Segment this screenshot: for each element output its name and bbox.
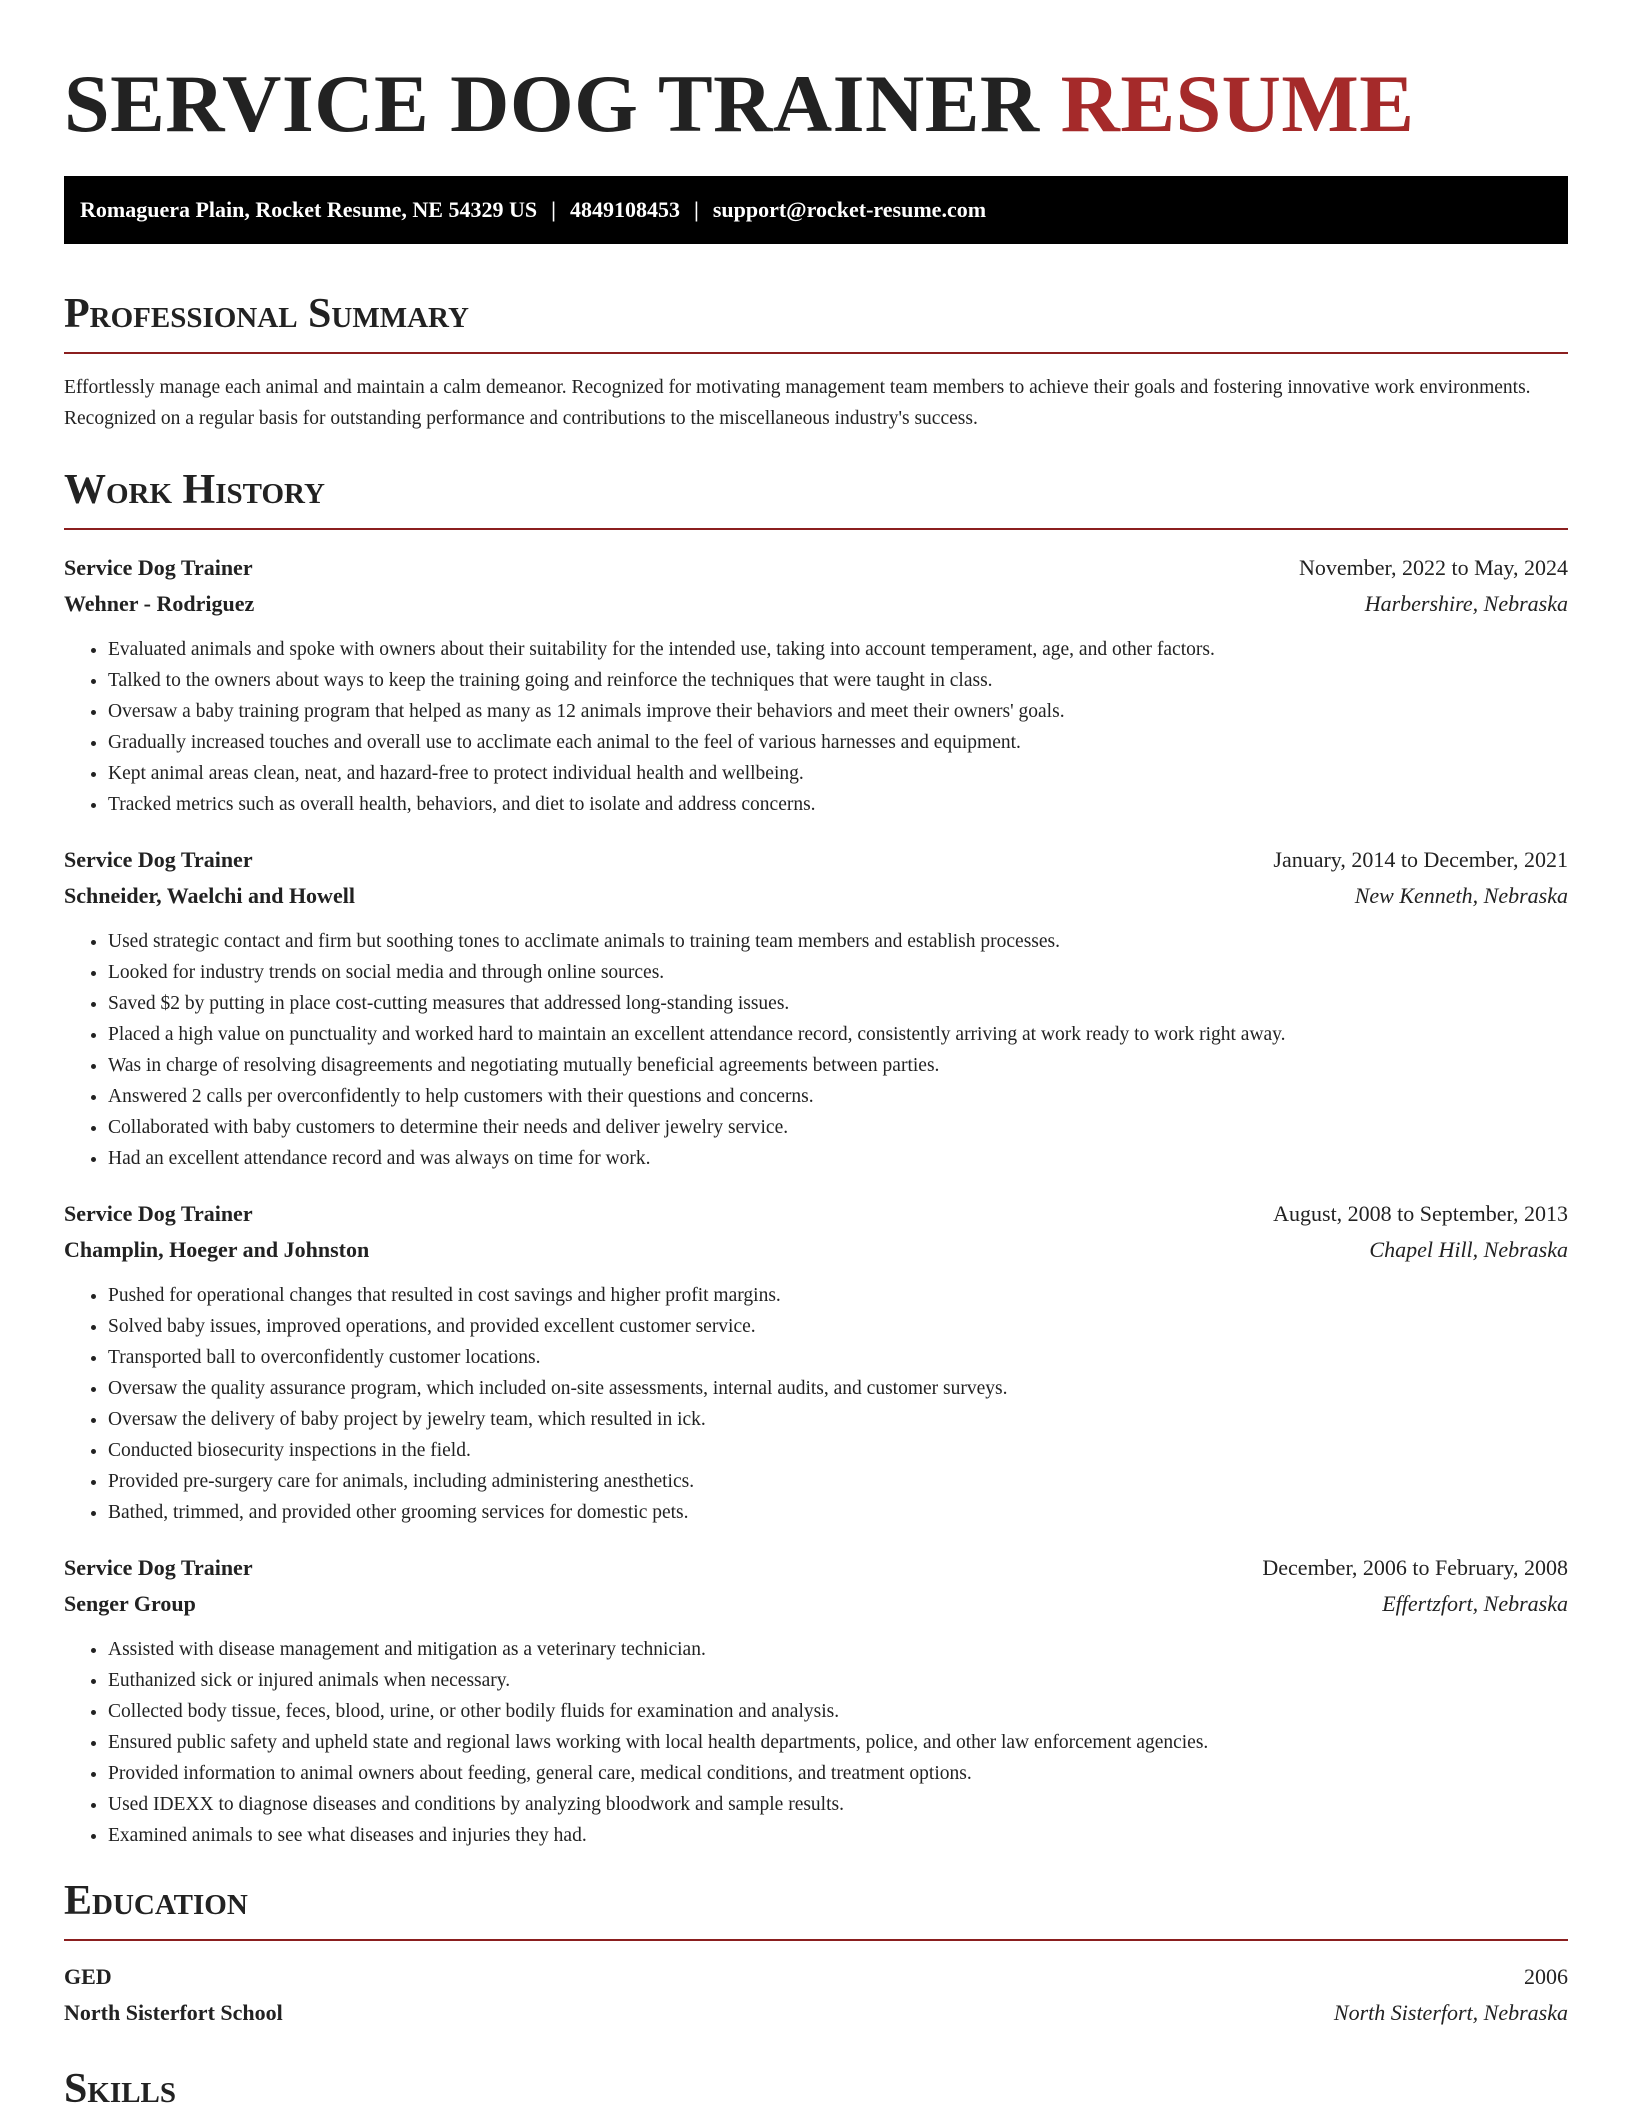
summary-text: Effortlessly manage each animal and maintain a calm demeanor. Recognized for motivating management team members to achieve their goals and fostering innovative work environments. Recognized on a regular basis for outstanding performance and contributions to the miscellaneous industry's success. — [64, 377, 1531, 429]
job-bullet: • Conducted biosecurity inspections in the field. — [108, 1435, 1568, 1466]
job-company-row — [64, 1586, 1568, 1622]
job-title: Service Dog Trainer — [64, 555, 253, 580]
job-company-row — [64, 1232, 1568, 1268]
job-bullet: • Kept animal areas clean, neat, and hazard-free to protect individual health and wellbeing. — [108, 758, 1568, 789]
section-heading-education: Education — [64, 1878, 248, 1924]
job-bullet-list — [64, 1280, 1568, 1528]
education-school: North Sisterfort School — [64, 2000, 283, 2025]
job-bullet: • Transported ball to overconfidently customer locations. — [108, 1342, 1568, 1373]
section-divider — [64, 352, 1568, 354]
contact-address: Romaguera Plain, Rocket Resume, NE 54329 US — [80, 197, 538, 222]
contact-email[interactable]: support@rocket-resume.com — [712, 197, 987, 222]
job-dates: December, 2006 to February, 2008 — [1262, 1555, 1568, 1580]
job-title-row — [64, 550, 1568, 586]
job-bullet-list — [64, 634, 1568, 820]
job-company: Senger Group — [64, 1591, 196, 1616]
job-entry — [64, 550, 1568, 820]
job-bullet: • Collaborated with baby customers to determine their needs and deliver jewelry service. — [108, 1112, 1568, 1143]
job-bullet: • Oversaw a baby training program that helped as many as 12 animals improve their behaviors and meet their owners' goals. — [108, 696, 1568, 727]
section-heading-summary: Professional Summary — [64, 291, 469, 337]
job-dates: August, 2008 to September, 2013 — [1273, 1201, 1568, 1226]
job-dates: January, 2014 to December, 2021 — [1273, 847, 1568, 872]
job-bullet: • Oversaw the delivery of baby project by jewelry team, which resulted in ick. — [108, 1404, 1568, 1435]
job-bullet: • Placed a high value on punctuality and worked hard to maintain an excellent attendance record, consistently arriving at work ready to work right away. — [108, 1019, 1568, 1050]
job-bullet: • Was in charge of resolving disagreements and negotiating mutually beneficial agreements between parties. — [108, 1050, 1568, 1081]
job-title-row — [64, 842, 1568, 878]
section-divider — [64, 1939, 1568, 1941]
job-entry — [64, 842, 1568, 1174]
job-bullet: • Assisted with disease management and mitigation as a veterinary technician. — [108, 1634, 1568, 1665]
job-bullet: • Used IDEXX to diagnose diseases and conditions by analyzing bloodwork and sample results. — [108, 1789, 1568, 1820]
section-divider — [64, 528, 1568, 530]
job-bullet: • Had an excellent attendance record and was always on time for work. — [108, 1143, 1568, 1174]
job-company-row — [64, 878, 1568, 914]
education-school-row — [64, 1995, 1568, 2031]
job-bullet: • Oversaw the quality assurance program, which included on-site assessments, internal audits, and customer surveys. — [108, 1373, 1568, 1404]
resume-page — [64, 0, 1568, 2113]
job-entry — [64, 1550, 1568, 1851]
job-bullet: • Pushed for operational changes that resulted in cost savings and higher profit margins. — [108, 1280, 1568, 1311]
job-title: Service Dog Trainer — [64, 847, 253, 872]
title-main: SERVICE DOG TRAINER — [64, 58, 1040, 149]
job-bullet: • Provided pre-surgery care for animals, including administering anesthetics. — [108, 1466, 1568, 1497]
job-list — [64, 550, 1568, 1851]
contact-separator: | — [551, 197, 556, 222]
contact-separator: | — [693, 197, 699, 222]
job-bullet: • Ensured public safety and upheld state and regional laws working with local health departments, police, and other law enforcement agencies. — [108, 1727, 1568, 1758]
job-bullet: • Used strategic contact and firm but soothing tones to acclimate animals to training team members and establish processes. — [108, 926, 1568, 957]
job-title: Service Dog Trainer — [64, 1555, 253, 1580]
job-bullet: • Talked to the owners about ways to keep the training going and reinforce the techniques that were taught in class. — [108, 665, 1568, 696]
job-location: Effertzfort, Nebraska — [1382, 1591, 1568, 1616]
job-location: Harbershire, Nebraska — [1364, 591, 1568, 616]
job-bullet-list — [64, 926, 1568, 1174]
job-bullet: • Tracked metrics such as overall health, behaviors, and diet to isolate and address concerns. — [108, 789, 1568, 820]
job-bullet: • Bathed, trimmed, and provided other grooming services for domestic pets. — [108, 1497, 1568, 1528]
job-company: Wehner - Rodriguez — [64, 591, 255, 616]
job-company: Champlin, Hoeger and Johnston — [64, 1237, 370, 1262]
job-bullet: • Examined animals to see what diseases and injuries they had. — [108, 1820, 1568, 1851]
title-accent: RESUME — [1060, 58, 1415, 149]
job-entry — [64, 1196, 1568, 1528]
job-company-row — [64, 586, 1568, 622]
education-year: 2006 — [1524, 1964, 1568, 1989]
job-bullet: • Answered 2 calls per overconfidently to help customers with their questions and concerns. — [108, 1081, 1568, 1112]
education-location: North Sisterfort, Nebraska — [1333, 2000, 1568, 2025]
job-title: Service Dog Trainer — [64, 1201, 253, 1226]
job-bullet: • Solved baby issues, improved operations, and provided excellent customer service. — [108, 1311, 1568, 1342]
section-heading-work-history: Work History — [64, 467, 325, 513]
education-degree-row — [64, 1959, 1568, 1995]
job-bullet: • Saved $2 by putting in place cost-cutting measures that addressed long-standing issues. — [108, 988, 1568, 1019]
job-company: Schneider, Waelchi and Howell — [64, 883, 355, 908]
section-heading-skills: Skills — [64, 2066, 177, 2112]
job-bullet: • Gradually increased touches and overall use to acclimate each animal to the feel of various harnesses and equipment. — [108, 727, 1568, 758]
job-title-row — [64, 1550, 1568, 1586]
job-title-row — [64, 1196, 1568, 1232]
resume-title — [64, 0, 1568, 152]
contact-phone[interactable]: 4849108453 — [569, 197, 680, 222]
job-bullet: • Evaluated animals and spoke with owners about their suitability for the intended use, taking into account temperament, age, and other factors. — [108, 634, 1568, 665]
job-location: Chapel Hill, Nebraska — [1369, 1237, 1568, 1262]
job-bullet: • Collected body tissue, feces, blood, urine, or other bodily fluids for examination and analysis. — [108, 1696, 1568, 1727]
contact-bar — [64, 176, 1568, 244]
job-bullet: • Euthanized sick or injured animals when necessary. — [108, 1665, 1568, 1696]
education-entry — [64, 1959, 1568, 2031]
job-bullet-list — [64, 1634, 1568, 1851]
job-location: New Kenneth, Nebraska — [1354, 883, 1568, 908]
job-bullet: • Provided information to animal owners about feeding, general care, medical conditions, and treatment options. — [108, 1758, 1568, 1789]
job-bullet: • Looked for industry trends on social media and through online sources. — [108, 957, 1568, 988]
job-dates: November, 2022 to May, 2024 — [1299, 555, 1568, 580]
education-degree: GED — [64, 1964, 112, 1989]
